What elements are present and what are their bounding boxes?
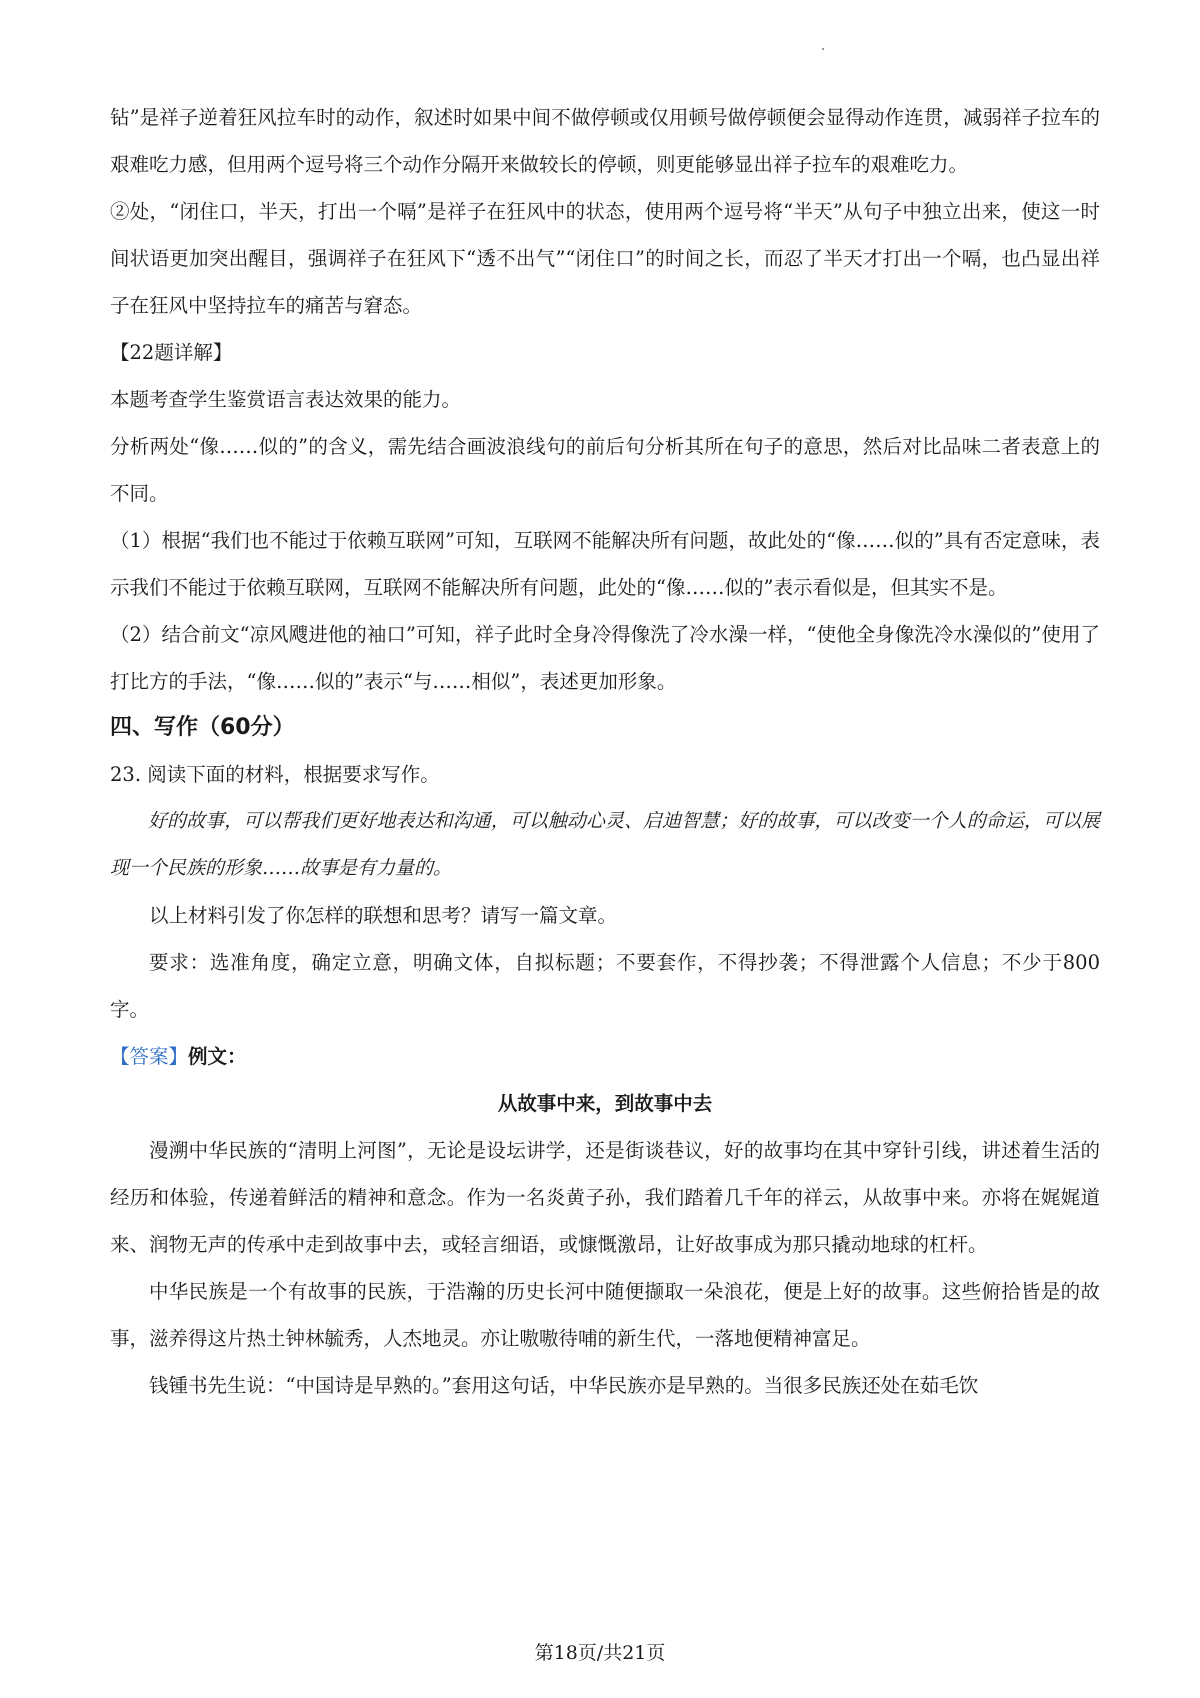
scan-dot bbox=[822, 48, 824, 50]
paragraph-analysis: 分析两处“像……似的”的含义，需先结合画波浪线句的前后句分析其所在句子的意思，然后对比品味二者表意上的不同。 bbox=[110, 435, 1100, 505]
paragraph-item-2: （2）结合前文“凉风飕进他的袖口”可知，祥子此时全身冷得像洗了冷水澡一样，“使他全身像洗冷水澡似的”使用了打比方的手法，“像……似的”表示“与……相似”，表述更加形象。 bbox=[110, 623, 1100, 693]
paragraph-skill: 本题考查学生鉴赏语言表达效果的能力。 bbox=[110, 388, 462, 411]
document-body bbox=[110, 94, 1100, 1409]
writing-prompt: 以上材料引发了你怎样的联想和思考？请写一篇文章。 bbox=[149, 904, 618, 927]
paragraph-point-2: ②处，“闭住口，半天，打出一个嗝”是祥子在狂风中的状态，使用两个逗号将“半天”从句子中独立出来，使这一时间状语更加突出醒目，强调祥子在狂风下“透不出气”“闭住口”的时间之长，而忍了半天才打出一个嗝，也凸显出祥子在狂风中坚持拉车的痛苦与窘态。 bbox=[110, 200, 1100, 317]
essay-paragraph: 漫溯中华民族的“清明上河图”，无论是设坛讲学，还是街谈巷议，好的故事均在其中穿针引线，讲述着生活的经历和体验，传递着鲜活的精神和意念。作为一名炎黄子孙，我们踏着几千年的祥云，从故事中来。亦将在娓娓道来、润物无声的传承中走到故事中去，或轻言细语，或慷慨激昂，让好故事成为那只撬动地球的杠杆。 bbox=[110, 1139, 1100, 1256]
writing-requirements: 要求：选准角度，确定立意，明确文体，自拟标题；不要套作，不得抄袭；不得泄露个人信息；不少于800字。 bbox=[110, 951, 1100, 1021]
essay-paragraph: 中华民族是一个有故事的民族，于浩瀚的历史长河中随便撷取一朵浪花，便是上好的故事。这些俯拾皆是的故事，滋养得这片热土钟林毓秀，人杰地灵。亦让嗷嗷待哺的新生代，一落地便精神富足。 bbox=[110, 1280, 1100, 1350]
section-heading: 四、写作（60分） bbox=[110, 715, 295, 740]
writing-material: 好的故事，可以帮我们更好地表达和沟通，可以触动心灵、启迪智慧；好的故事，可以改变一个人的命运，可以展现一个民族的形象……故事是有力量的。 bbox=[110, 810, 1100, 879]
answer-label: 例文： bbox=[188, 1045, 247, 1068]
page-footer: 第18页/共21页 bbox=[534, 1642, 666, 1664]
question-22-label: 【22题详解】 bbox=[110, 341, 233, 364]
answer-tag: 【答案】 bbox=[110, 1045, 189, 1068]
essay-paragraph: 钱锺书先生说：“中国诗是早熟的。”套用这句话，中华民族亦是早熟的。当很多民族还处在茹毛饮 bbox=[149, 1374, 979, 1397]
question-23: 23. 阅读下面的材料，根据要求写作。 bbox=[110, 763, 440, 786]
essay-title: 从故事中来，到故事中去 bbox=[497, 1092, 713, 1115]
answer-line bbox=[110, 1033, 1100, 1080]
paragraph-item-1: （1）根据“我们也不能过于依赖互联网”可知，互联网不能解决所有问题，故此处的“像……似的”具有否定意味，表示我们不能过于依赖互联网，互联网不能解决所有问题，此处的“像……似的”表示看似是，但其实不是。 bbox=[110, 529, 1100, 599]
paragraph-continuation: 钻”是祥子逆着狂风拉车时的动作，叙述时如果中间不做停顿或仅用顿号做停顿便会显得动作连贯，减弱祥子拉车的艰难吃力感，但用两个逗号将三个动作分隔开来做较长的停顿，则更能够显出祥子拉车的艰难吃力。 bbox=[110, 106, 1100, 176]
